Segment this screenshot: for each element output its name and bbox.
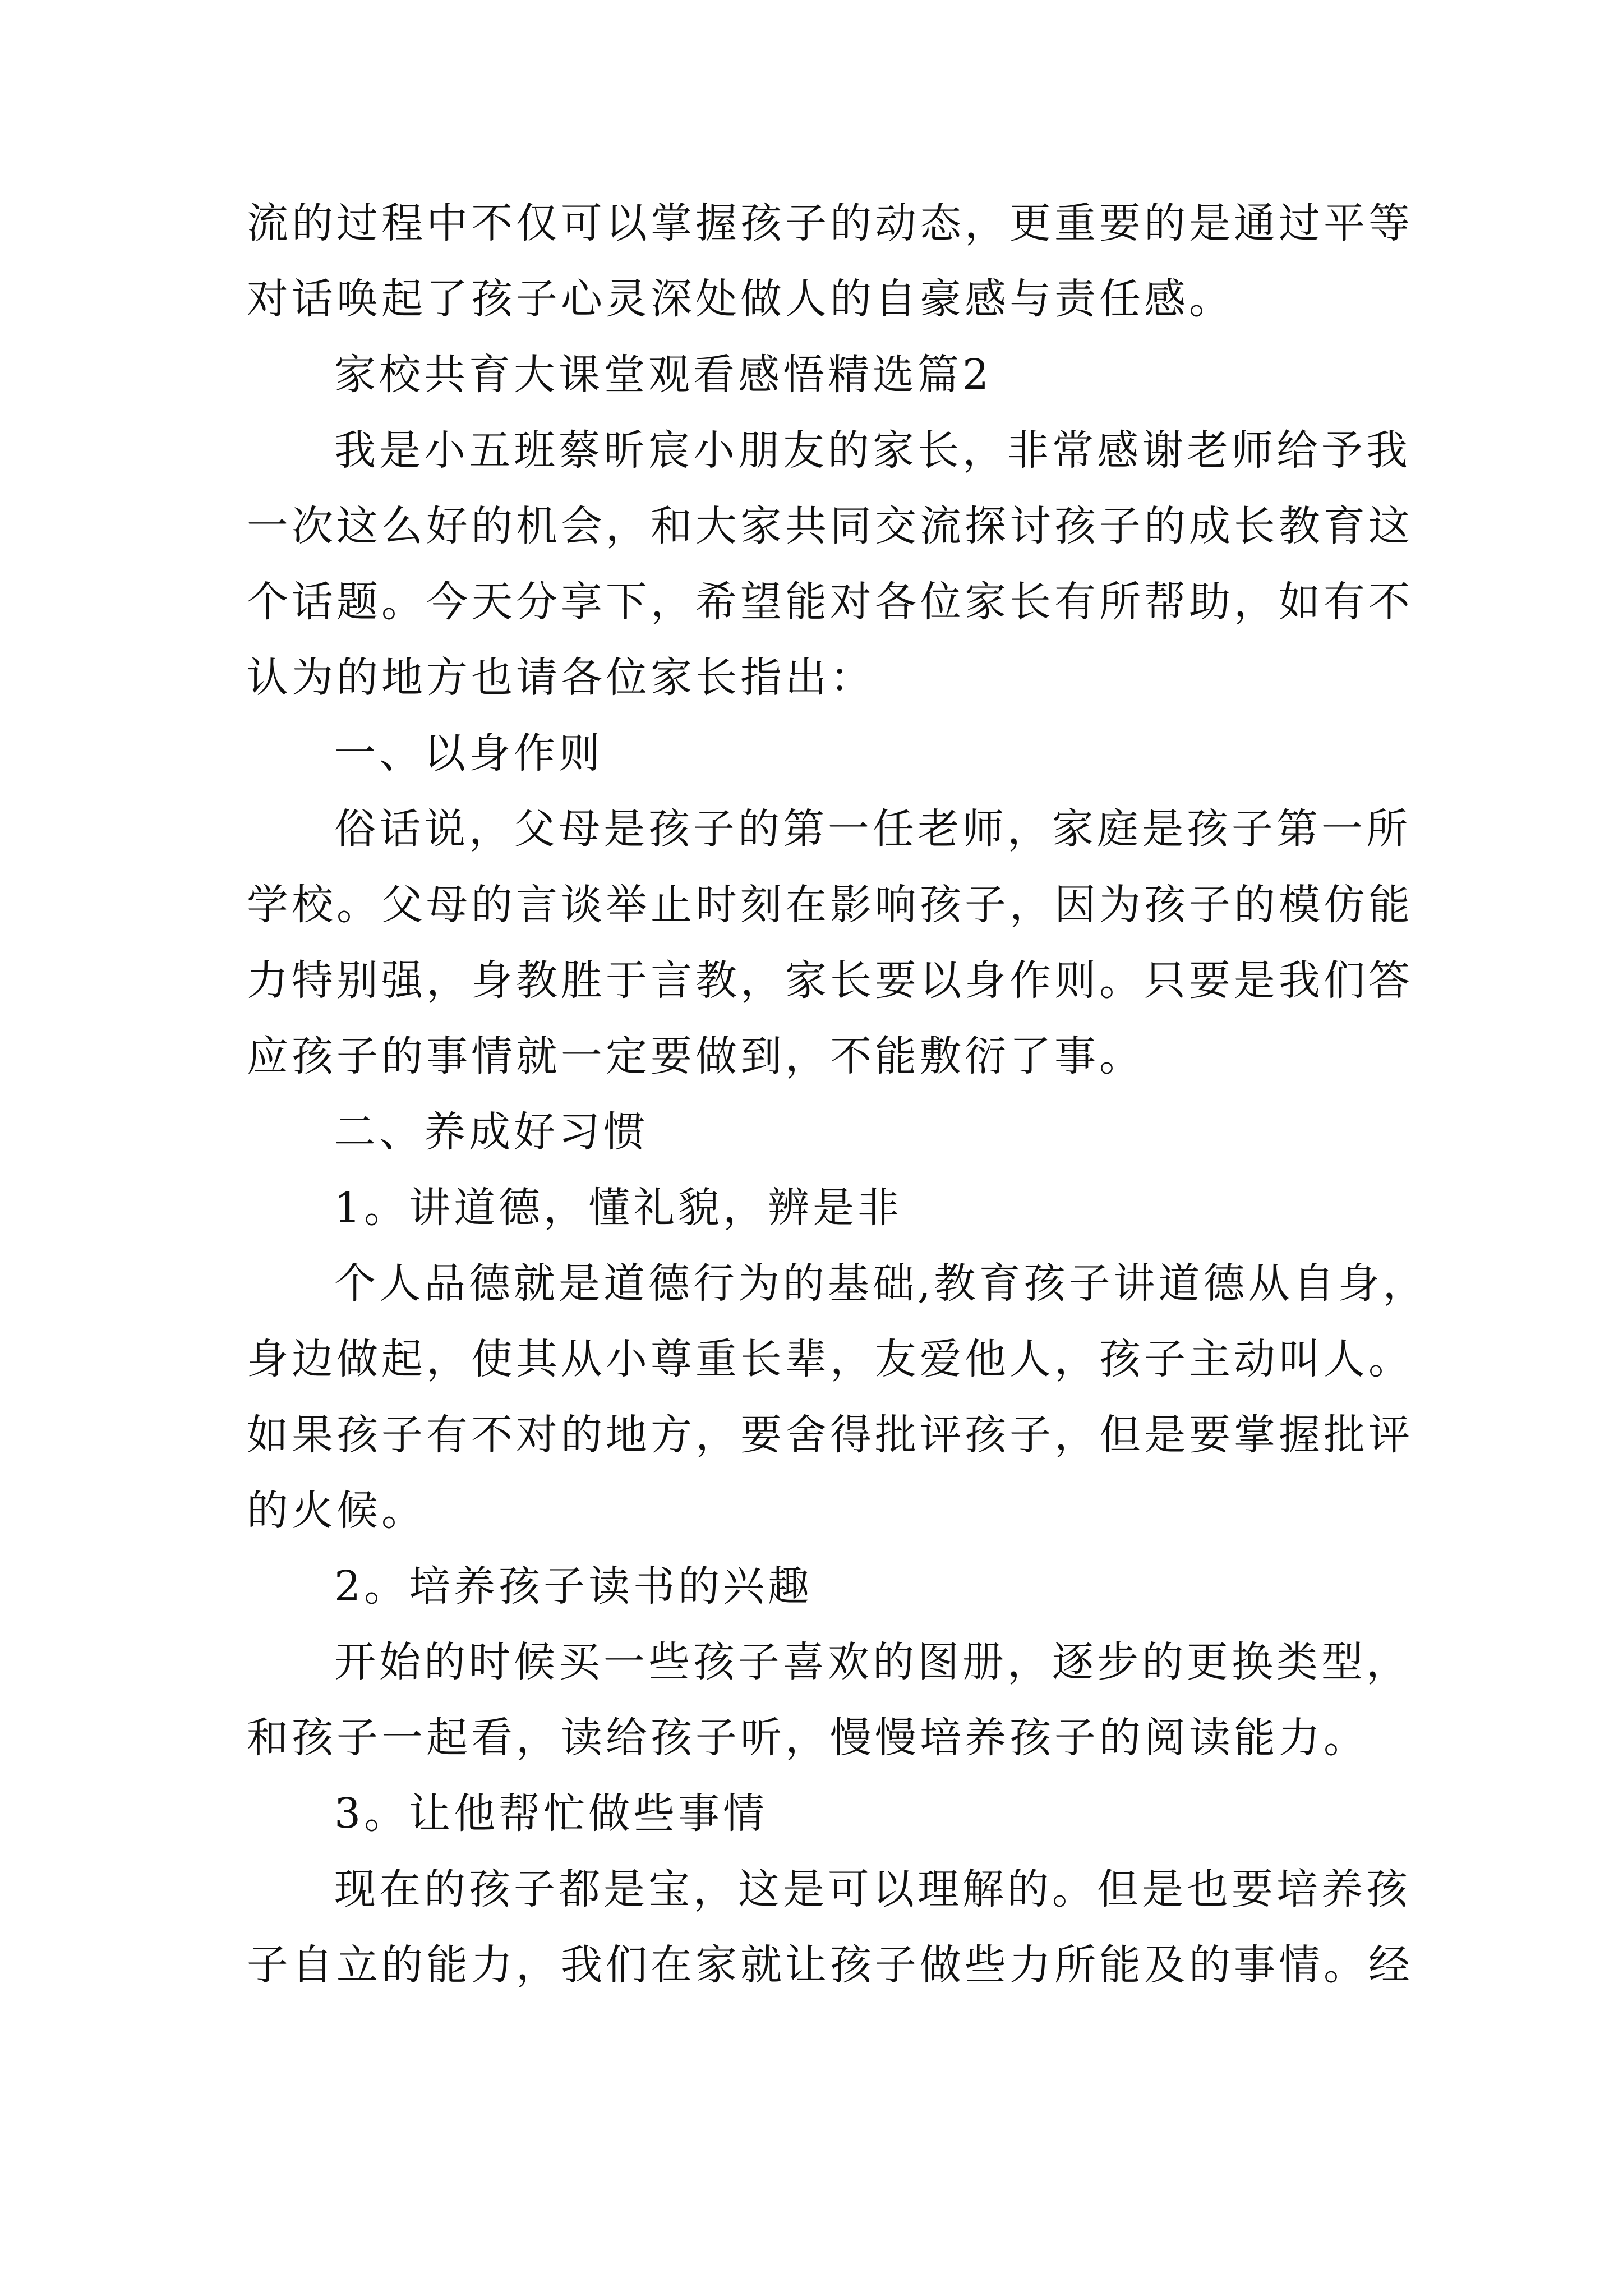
text-line: 子自立的能力，我们在家就让孩子做些力所能及的事情。经	[247, 1941, 1413, 1989]
text-line: 个话题。今天分享下，希望能对各位家长有所帮助，如有不	[247, 578, 1413, 626]
text-line: 俗话说，父母是孩子的第一任老师，家庭是孩子第一所	[334, 805, 1411, 853]
text-line: 力特别强，身教胜于言教，家长要以身作则。只要是我们答	[247, 956, 1413, 1005]
text-line: 流的过程中不仅可以掌握孩子的动态，更重要的是通过平等	[247, 199, 1413, 247]
text-line: 个人品德就是道德行为的基础,教育孩子讲道德从自身，	[334, 1259, 1428, 1308]
text-line: 应孩子的事情就一定要做到，不能敷衍了事。	[247, 1032, 1144, 1080]
text-line: 的火候。	[247, 1487, 426, 1535]
text-line: 和孩子一起看，读给孩子听，慢慢培养孩子的阅读能力。	[247, 1714, 1368, 1762]
text-line: 学校。父母的言谈举止时刻在影响孩子，因为孩子的模仿能	[247, 881, 1413, 929]
text-line: 如果孩子有不对的地方，要舍得批评孩子，但是要掌握批评	[247, 1411, 1413, 1459]
subheading: 一、以身作则	[334, 729, 603, 777]
subheading: 二、养成好习惯	[334, 1108, 648, 1156]
text-line: 认为的地方也请各位家长指出：	[247, 654, 875, 702]
subheading: 1。讲道德，懂礼貌，辨是非	[334, 1184, 903, 1232]
subheading: 2。培养孩子读书的兴趣	[334, 1562, 813, 1611]
text-line: 对话唤起了孩子心灵深处做人的自豪感与责任感。	[247, 275, 1234, 323]
text-line: 身边做起，使其从小尊重长辈，友爱他人，孩子主动叫人。	[247, 1335, 1413, 1383]
text-line: 开始的时候买一些孩子喜欢的图册，逐步的更换类型，	[334, 1638, 1411, 1686]
subheading: 3。让他帮忙做些事情	[334, 1789, 768, 1838]
text-line: 一次这么好的机会，和大家共同交流探讨孩子的成长教育这	[247, 502, 1413, 550]
section-heading: 家校共育大课堂观看感悟精选篇2	[334, 351, 993, 399]
text-line: 现在的孩子都是宝，这是可以理解的。但是也要培养孩	[334, 1865, 1411, 1913]
text-line: 我是小五班蔡昕宸小朋友的家长，非常感谢老师给予我	[334, 426, 1411, 475]
